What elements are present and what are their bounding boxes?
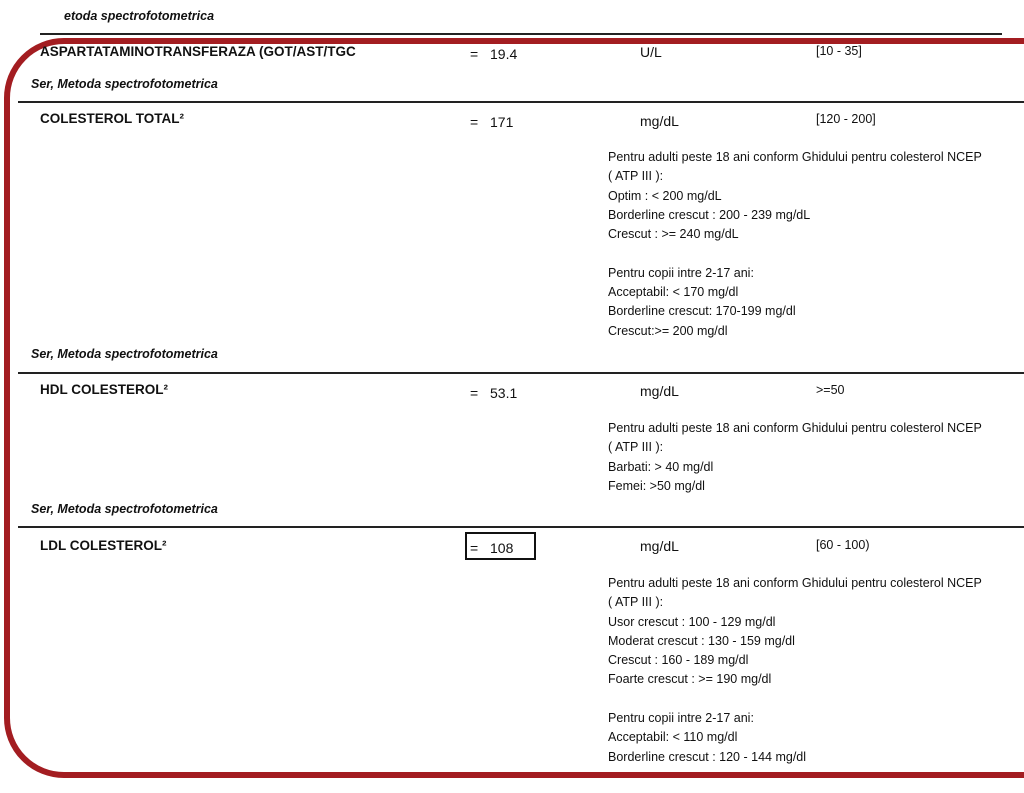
row-divider <box>18 372 1024 374</box>
note-line: Pentru copii intre 2-17 ani: <box>608 265 754 280</box>
note-line <box>608 244 982 263</box>
note-line: Usor crescut : 100 - 129 mg/dl <box>608 614 776 629</box>
test-unit: mg/dL <box>640 383 679 399</box>
note-line: Pentru adulti peste 18 ani conform Ghidului pentru colesterol NCEP <box>608 421 982 435</box>
reference-range: [120 - 200] <box>816 112 876 126</box>
note-line: Pentru adulti peste 18 ani conform Ghidului pentru colesterol NCEP <box>608 150 982 164</box>
note-line: Borderline crescut: 170-199 mg/dl <box>608 304 796 319</box>
interpretation-notes <box>608 419 982 496</box>
test-value: 53.1 <box>490 385 518 401</box>
note-line: Optim : < 200 mg/dL <box>608 188 722 203</box>
method-label: Ser, Metoda spectrofotometrica <box>31 347 218 361</box>
note-line: Acceptabil: < 170 mg/dl <box>608 285 739 300</box>
note-line: Moderat crescut : 130 - 159 mg/dl <box>608 633 795 648</box>
test-name: HDL COLESTEROL² <box>40 382 168 397</box>
note-line: ( ATP III ): <box>608 169 664 184</box>
note-line: Borderline crescut : 120 - 144 mg/dl <box>608 749 807 764</box>
note-line: Crescut:>= 200 mg/dl <box>608 323 728 338</box>
equals-sign: = <box>470 385 479 401</box>
reference-range: >=50 <box>816 383 845 397</box>
note-line: Crescut : 160 - 189 mg/dl <box>608 653 749 668</box>
note-line: Pentru copii intre 2-17 ani: <box>608 711 754 726</box>
interpretation-notes <box>608 148 982 341</box>
row-divider <box>18 526 1024 528</box>
equals-sign: = <box>470 540 479 556</box>
note-line: Crescut : >= 240 mg/dL <box>608 227 739 242</box>
test-value: 108 <box>490 540 514 556</box>
note-line: Acceptabil: < 110 mg/dl <box>608 730 738 745</box>
test-unit: mg/dL <box>640 113 679 129</box>
method-label-top: etoda spectrofotometrica <box>64 9 215 23</box>
note-line <box>608 690 982 709</box>
interpretation-notes <box>608 574 982 767</box>
test-name: ASPARTATAMINOTRANSFERAZA (GOT/AST/TGC <box>40 44 356 59</box>
method-label: Ser, Metoda spectrofotometrica <box>31 77 218 91</box>
row-divider <box>18 101 1024 103</box>
equals-sign: = <box>470 114 479 130</box>
test-name: LDL COLESTEROL² <box>40 538 167 553</box>
test-value: 171 <box>490 114 514 130</box>
test-name: COLESTEROL TOTAL² <box>40 111 184 126</box>
test-value: 19.4 <box>490 46 518 62</box>
reference-range: [60 - 100) <box>816 538 870 552</box>
note-line: ( ATP III ): <box>608 440 664 455</box>
note-line: Barbati: > 40 mg/dl <box>608 459 714 474</box>
equals-sign: = <box>470 46 479 62</box>
test-unit: mg/dL <box>640 538 679 554</box>
note-line: Pentru adulti peste 18 ani conform Ghidului pentru colesterol NCEP <box>608 576 982 590</box>
test-unit: U/L <box>640 44 662 60</box>
note-line: Femei: >50 mg/dl <box>608 478 705 493</box>
reference-range: [10 - 35] <box>816 44 862 58</box>
note-line: ( ATP III ): <box>608 595 664 610</box>
method-label: Ser, Metoda spectrofotometrica <box>31 502 218 516</box>
note-line: Borderline crescut : 200 - 239 mg/dL <box>608 207 811 222</box>
row-divider <box>40 33 1002 35</box>
note-line: Foarte crescut : >= 190 mg/dl <box>608 672 772 687</box>
